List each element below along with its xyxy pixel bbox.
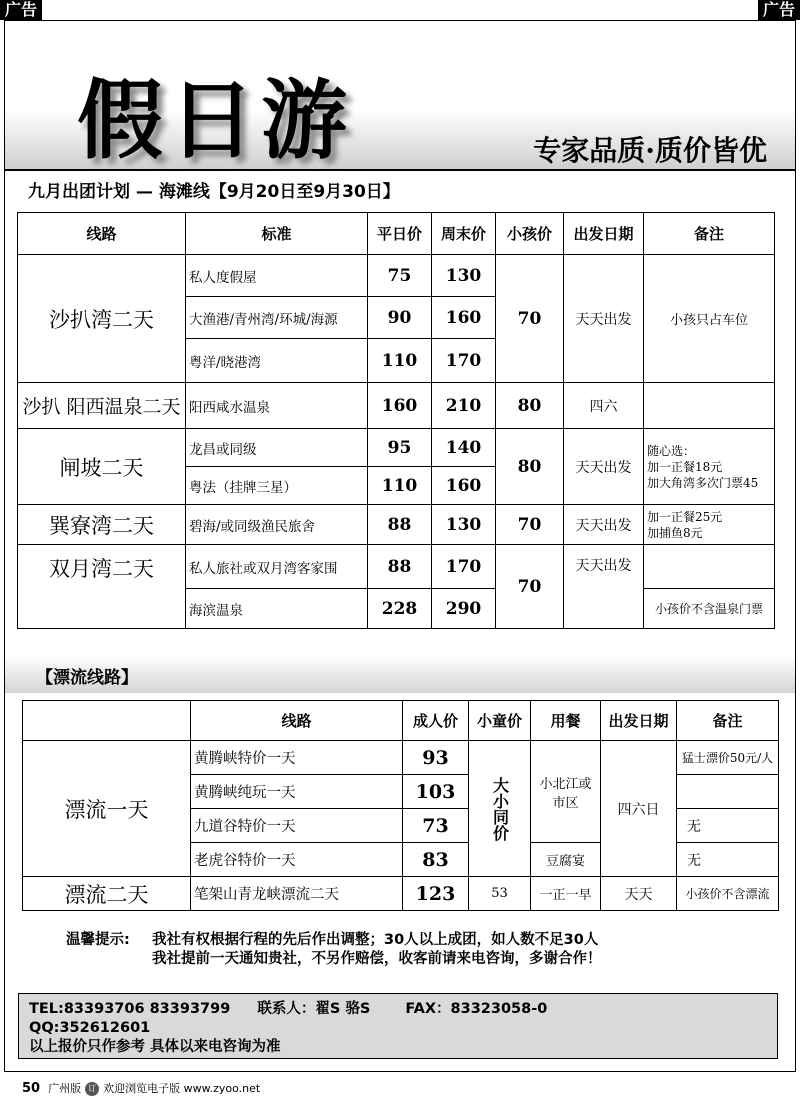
weekend-price: 210 [432, 383, 496, 429]
standard: 私人度假屋 [186, 255, 368, 297]
table-row [18, 505, 775, 545]
notice [66, 931, 602, 969]
table-row [18, 545, 775, 589]
remark [677, 775, 779, 809]
notice-line: 我社提前一天通知贵社，不另作赔偿，收客前请来电咨询，多谢合作！ [152, 951, 602, 967]
section-title-rafting: 【漂流线路】 [36, 668, 138, 688]
weekend-price: 130 [432, 505, 496, 545]
route-name: 双月湾二天 [18, 545, 186, 629]
remark: 无 [677, 843, 779, 877]
footer-text: 欢迎浏览电子版 www.zyoo.net [103, 1082, 261, 1095]
departure-date: 天天出发 [564, 505, 644, 545]
page-footer [22, 1080, 260, 1096]
logo-icon: 订 [85, 1082, 99, 1096]
table-row [23, 877, 779, 911]
child-price: 80 [496, 383, 564, 429]
col-header: 成人价 [403, 701, 469, 741]
remark-line: 加捕鱼8元 [647, 525, 703, 540]
departure-date: 天天出发 [564, 255, 644, 383]
section-title-beach: 九月出团计划 — 海滩线【9月20日至9月30日】 [28, 182, 400, 202]
weekend-price: 160 [432, 467, 496, 505]
remark: 小孩价不含漂流 [677, 877, 779, 911]
route-name: 闸坡二天 [18, 429, 186, 505]
rafting-route: 九道谷特价一天 [191, 809, 403, 843]
table-header-row [18, 213, 775, 255]
meal: 小北江或市区 [531, 741, 601, 843]
route-name: 沙扒湾二天 [18, 255, 186, 383]
adult-price: 73 [403, 809, 469, 843]
col-header: 备注 [677, 701, 779, 741]
child-price: 80 [496, 429, 564, 505]
col-header: 小童价 [469, 701, 531, 741]
contact-person: 联系人：翟S 骆S [257, 1001, 371, 1017]
child-price: 70 [496, 505, 564, 545]
weekend-price: 170 [432, 545, 496, 589]
phone-number: TEL:83393706 83393799 [29, 1001, 231, 1017]
standard: 粤洋/晓港湾 [186, 339, 368, 383]
col-header-blank [23, 701, 191, 741]
rafting-route: 黄腾峡纯玩一天 [191, 775, 403, 809]
page-number: 50 [22, 1081, 41, 1096]
route-name: 漂流一天 [23, 741, 191, 877]
weekday-price: 95 [368, 429, 432, 467]
weekday-price: 88 [368, 545, 432, 589]
standard: 海滨温泉 [186, 589, 368, 629]
remark-line: 加一正餐25元 [647, 509, 723, 524]
edition: 广州版 [48, 1082, 82, 1095]
col-header: 周末价 [432, 213, 496, 255]
ad-tag-left: 广告 [0, 0, 42, 20]
beach-tour-table [17, 212, 775, 629]
col-header: 用餐 [531, 701, 601, 741]
weekday-price: 160 [368, 383, 432, 429]
meal: 一正一早 [531, 877, 601, 911]
table-row [18, 255, 775, 297]
child-price: 70 [496, 545, 564, 629]
remark: 小孩价不含温泉门票 [644, 589, 775, 629]
remark [644, 429, 775, 505]
remark-line: 加一正餐18元 [647, 459, 723, 474]
rafting-route: 黄腾峡特价一天 [191, 741, 403, 775]
child-price: 53 [469, 877, 531, 911]
remark-line: 加大角湾多次门票45 [647, 475, 759, 490]
notice-label: 温馨提示: [66, 932, 130, 948]
qq-number: QQ:352612601 [29, 1020, 151, 1036]
departure-date: 天天 [601, 877, 677, 911]
col-header: 标准 [186, 213, 368, 255]
standard: 碧海/或同级渔民旅舍 [186, 505, 368, 545]
col-header: 出发日期 [564, 213, 644, 255]
header-banner [5, 21, 795, 171]
standard: 龙昌或同级 [186, 429, 368, 467]
remark: 无 [677, 809, 779, 843]
remark [644, 505, 775, 545]
standard: 阳西咸水温泉 [186, 383, 368, 429]
adult-price: 103 [403, 775, 469, 809]
fax-number: FAX：83323058-0 [405, 1001, 548, 1017]
departure-date: 天天出发 [564, 545, 644, 629]
weekday-price: 90 [368, 297, 432, 339]
adult-price: 123 [403, 877, 469, 911]
departure-date: 天天出发 [564, 429, 644, 505]
notice-line: 我社有权根据行程的先后作出调整；30人以上成团，如人数不足30人 [152, 932, 599, 948]
meal: 豆腐宴 [531, 843, 601, 877]
route-name: 巽寮湾二天 [18, 505, 186, 545]
rafting-route: 老虎谷特价一天 [191, 843, 403, 877]
weekend-price: 140 [432, 429, 496, 467]
col-header: 平日价 [368, 213, 432, 255]
departure-date: 四六 [564, 383, 644, 429]
route-name: 漂流二天 [23, 877, 191, 911]
col-header: 线路 [18, 213, 186, 255]
table-header-row [23, 701, 779, 741]
weekend-price: 290 [432, 589, 496, 629]
page-title: 假日游 [77, 70, 353, 171]
rafting-route: 笔架山青龙峡漂流二天 [191, 877, 403, 911]
contact-box [18, 993, 778, 1059]
remark: 小孩只占车位 [644, 255, 775, 383]
adult-price: 83 [403, 843, 469, 877]
page-subtitle: 专家品质·质价皆优 [533, 134, 767, 167]
standard: 私人旅社或双月湾客家围 [186, 545, 368, 589]
weekday-price: 88 [368, 505, 432, 545]
table-row [18, 383, 775, 429]
standard: 粤法（挂牌三星） [186, 467, 368, 505]
remark [644, 545, 775, 589]
ad-tag-right: 广告 [758, 0, 800, 20]
weekday-price: 110 [368, 467, 432, 505]
remark [644, 383, 775, 429]
weekday-price: 228 [368, 589, 432, 629]
col-header: 出发日期 [601, 701, 677, 741]
weekend-price: 160 [432, 297, 496, 339]
adult-price: 93 [403, 741, 469, 775]
col-header: 小孩价 [496, 213, 564, 255]
rafting-table [22, 700, 779, 911]
table-row [18, 429, 775, 467]
remark: 猛士漂价50元/人 [677, 741, 779, 775]
contact-line [29, 1000, 767, 1019]
route-name: 沙扒 阳西温泉二天 [18, 383, 186, 429]
weekday-price: 110 [368, 339, 432, 383]
weekday-price: 75 [368, 255, 432, 297]
table-row [23, 741, 779, 775]
col-header: 备注 [644, 213, 775, 255]
departure-date: 四六日 [601, 741, 677, 877]
remark-line: 随心选： [647, 443, 696, 458]
col-header: 线路 [191, 701, 403, 741]
weekend-price: 130 [432, 255, 496, 297]
weekend-price: 170 [432, 339, 496, 383]
standard: 大渔港/青州湾/环城/海源 [186, 297, 368, 339]
child-price: 70 [496, 255, 564, 383]
child-price: 大小同价 [469, 741, 531, 877]
disclaimer: 以上报价只作参考 具体以来电咨询为准 [29, 1039, 281, 1055]
